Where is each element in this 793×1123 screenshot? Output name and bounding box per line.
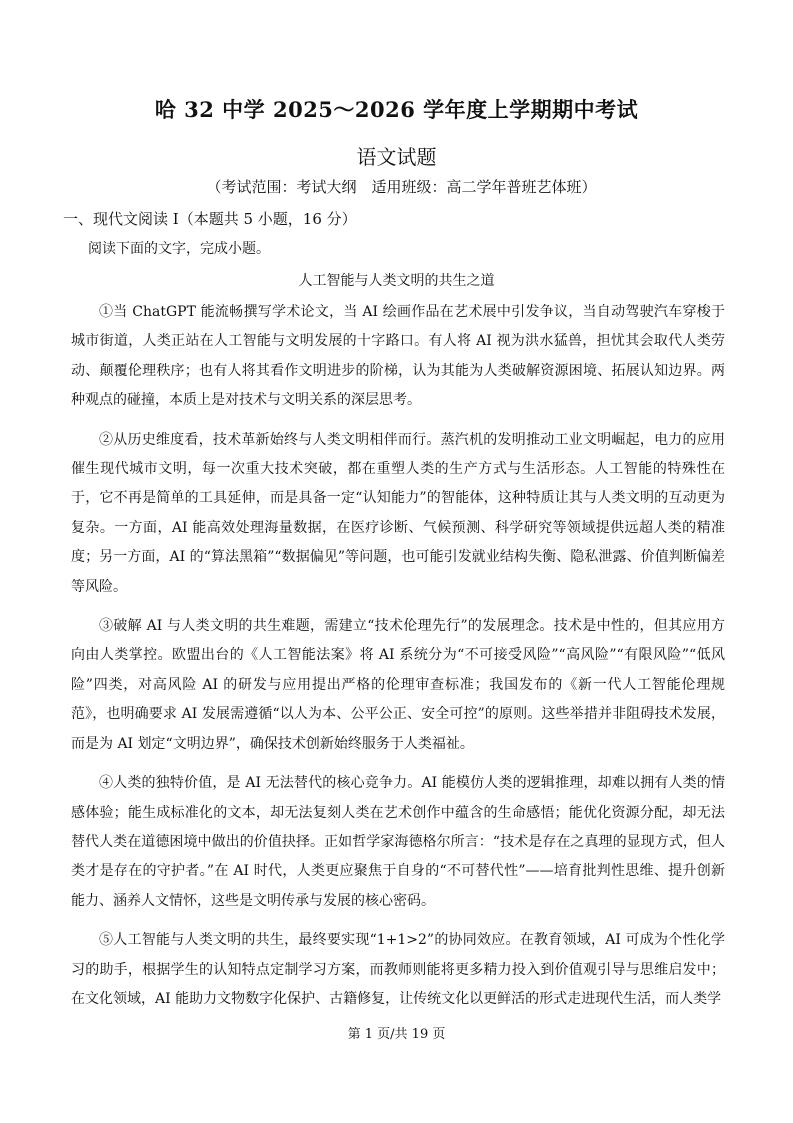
section-instruction: 阅读下面的文字，完成小题。: [88, 241, 270, 257]
exam-subtitle: 语文试题: [356, 145, 437, 169]
article-body: [71, 298, 725, 1024]
article-paragraph-1: ①当 ChatGPT 能流畅撰写学术论文，当 AI 绘画作品在艺术展中引发争议，当自动驾驶汽车穿梭于城市街道，人类正站在人工智能与文明发展的十字路口。有人将 AI 视为洪水猛兽，担忧其会取代人类劳动、颠覆伦理秩序；也有人将其看作文明进步的阶梯，认为其能为人类破解资源困境、拓展认知边界。两种观点的碰撞，本质上是对技术与文明关系的深层思考。: [71, 304, 725, 409]
article-paragraph-5: ⑤人工智能与人类文明的共生，最终要实现“1+1>2”的协同效应。在教育领域，AI 可成为个性化学习的助手，根据学生的认知特点定制学习方案，而教师则能将更多精力投入到价值观引导与思维启发中；在文化领域，AI 能助力文物数字化保护、古籍修复，让传统文化以更鲜活的形式走进现代生活，而人类学: [71, 932, 725, 1007]
page-number: 第 1 页/共 19 页: [347, 1027, 446, 1042]
article-paragraph-2: ②从历史维度看，技术革新始终与人类文明相伴而行。蒸汽机的发明推动工业文明崛起，电力的应用催生现代城市文明，每一次重大技术突破，都在重塑人类的生产方式与生活形态。人工智能的特殊性在于，它不再是简单的工具延伸，而是具备一定“认知能力”的智能体，这种特质让其与人类文明的互动更为复杂。一方面，AI 能高效处理海量数据，在医疗诊断、气候预测、科学研究等领域提供远超人类的精准度；另一方面，AI 的“算法黑箱”“数据偏见”等问题，也可能引发就业结构失衡、隐私泄露、价值判断偏差等风险。: [71, 431, 725, 595]
article-title: 人工智能与人类文明的共生之道: [298, 273, 495, 289]
section-heading: 一、现代文阅读 Ⅰ（本题共 5 小题，16 分）: [63, 210, 357, 228]
article-paragraph-4: ④人类的独特价值，是 AI 无法替代的核心竞争力。AI 能模仿人类的逻辑推理，却难以拥有人类的情感体验；能生成标准化的文本，却无法复刻人类在艺术创作中蕴含的生命感悟；能优化资源分配，却无法替代人类在道德困境中做出的价值抉择。正如哲学家海德格尔所言：“技术是存在之真理的显现方式，但人类才是存在的守护者。”在 AI 时代，人类更应聚焦于自身的“不可替代性”——培育批判性思维、提升创新能力、涵养人文情怀，这些是文明传承与发展的核心密码。: [71, 775, 725, 909]
exam-scope: （考试范围：考试大纲 适用班级：高二学年普班艺体班）: [206, 178, 597, 196]
exam-title: 哈 32 中学 2025～2026 学年度上学期期中考试: [154, 97, 639, 122]
article-paragraph-3: ③破解 AI 与人类文明的共生难题，需建立“技术伦理先行”的发展理念。技术是中性的，但其应用方向由人类掌控。欧盟出台的《人工智能法案》将 AI 系统分为“不可接受风险”“高风险”“有限风险”“低风险”四类，对高风险 AI 的研发与应用提出严格的伦理审查标准；我国发布的《新一代人工智能伦理规范》，也明确要求 AI 发展需遵循“以人为本、公平公正、安全可控”的原则。这些举措并非阻碍技术发展，而是为 AI 划定“文明边界”，确保技术创新始终服务于人类福祉。: [71, 618, 725, 752]
